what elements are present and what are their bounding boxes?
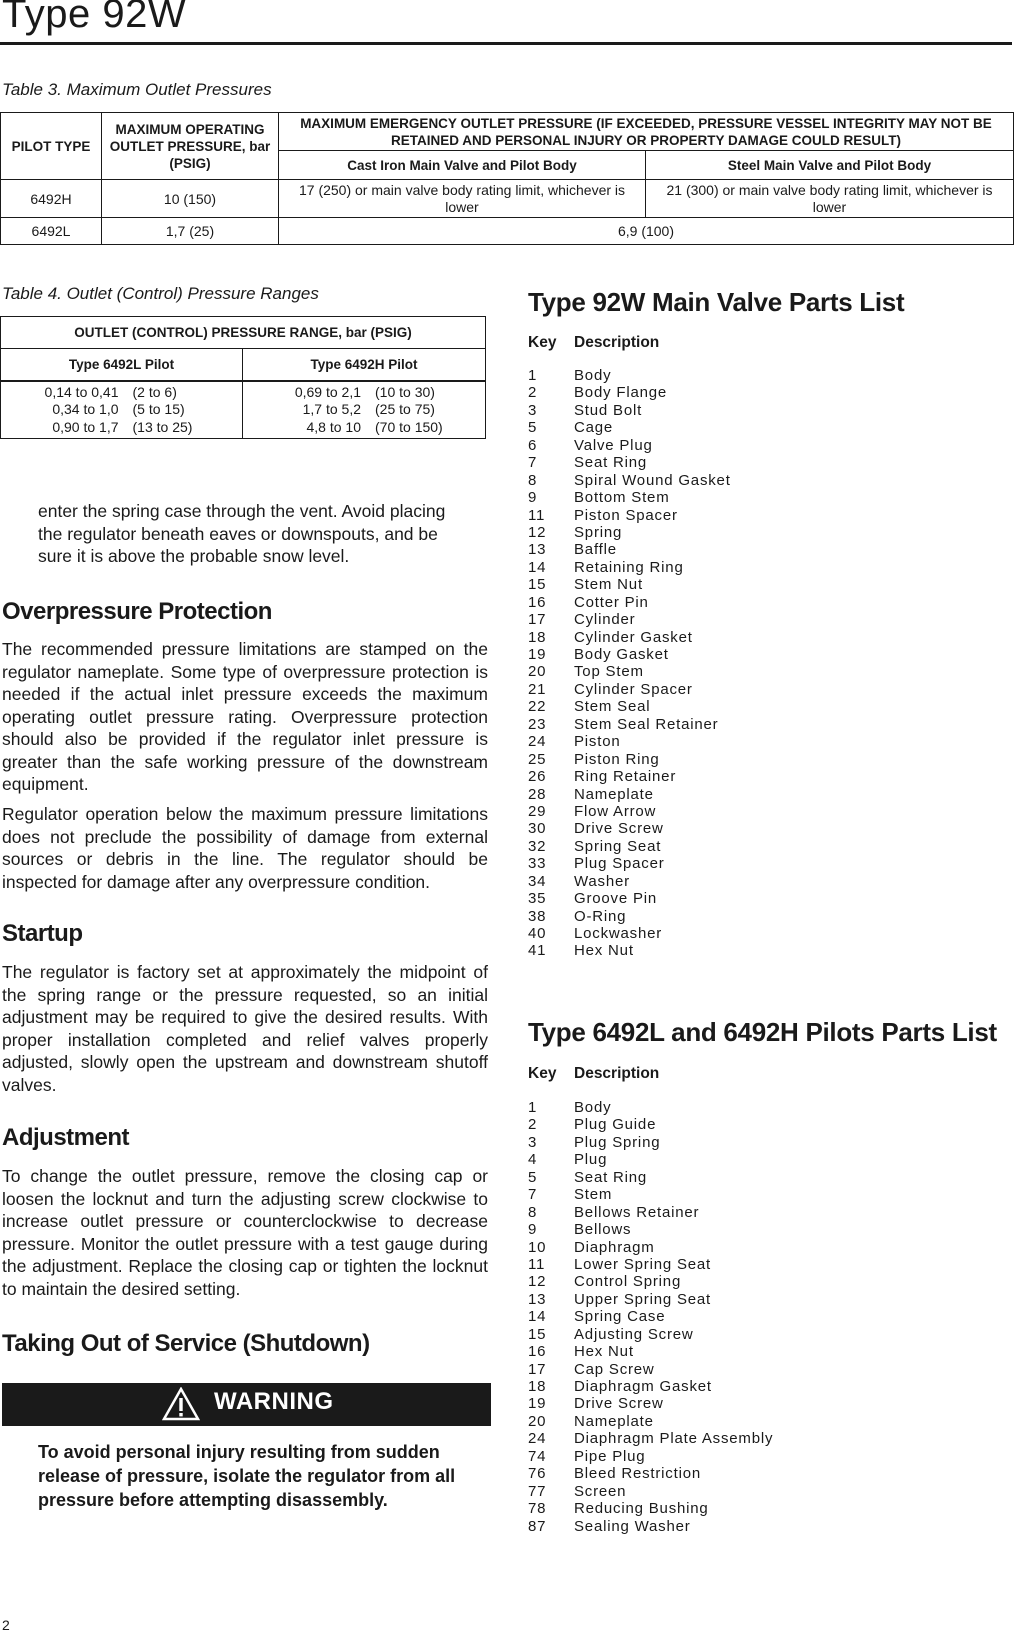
range-psig: (13 to 25) [132, 418, 193, 435]
part-key: 5 [528, 1168, 538, 1186]
part-description: Piston [574, 733, 621, 751]
list-item [528, 908, 731, 925]
key-column-label: Key [528, 1065, 557, 1082]
overpressure-heading: Overpressure Protection [2, 598, 272, 625]
table4-col-l: Type 6492L Pilot [1, 349, 243, 381]
part-description: Upper Spring Seat [574, 1290, 712, 1308]
list-item [528, 716, 731, 733]
part-key: 32 [528, 837, 547, 855]
list-item [528, 646, 731, 663]
list-item [528, 803, 731, 820]
part-description: Control Spring [574, 1273, 682, 1291]
part-description: Plug Spring [574, 1133, 661, 1151]
part-description: Stud Bolt [574, 401, 643, 419]
pilot-parts-heading: Type 6492L and 6492H Pilots Parts List [528, 1017, 997, 1047]
list-item [528, 1430, 773, 1447]
list-item [528, 419, 731, 436]
startup-paragraph: The regulator is factory set at approximately the midpoint of the spring range or the pressure requested, so an initial adjustment may be required to give the desired results. With proper installation completed and relief valves properly adjusted, slowly open the upstream and downstream shutoff valves. [2, 962, 488, 1095]
pilot-parts-list [528, 1099, 773, 1535]
list-item [528, 1465, 773, 1482]
part-key: 35 [528, 890, 547, 908]
pilot-parts-columns [528, 1065, 659, 1083]
overpressure-paragraph-1: The recommended pressure limitations are stamped on the regulator nameplate. Some type of overpressure protection is needed if the actual inlet pressure exceeds the maximum operating outlet pressure rating. Overpressure protection should also be provided if the regulator inlet pressure is greater than the safe working pressure of the downstream equipment. [2, 639, 488, 794]
title-rule [0, 42, 1012, 45]
part-description: Piston Ring [574, 750, 660, 768]
part-key: 25 [528, 750, 547, 768]
list-item [528, 1483, 773, 1500]
part-description: Hex Nut [574, 1343, 634, 1361]
part-key: 8 [528, 1203, 538, 1221]
part-description: Body Flange [574, 384, 668, 402]
page-number: 2 [2, 1617, 10, 1633]
shutdown-heading: Taking Out of Service (Shutdown) [2, 1330, 370, 1357]
part-key: 24 [528, 1430, 547, 1448]
part-key: 2 [528, 1116, 538, 1134]
list-item [528, 524, 731, 541]
table3-cell: 21 (300) or main valve body rating limit, whichever is lower [646, 180, 1014, 218]
table4-header: OUTLET (CONTROL) PRESSURE RANGE, bar (PSIG) [1, 317, 486, 349]
part-key: 15 [528, 576, 547, 594]
part-description: Top Stem [574, 663, 644, 681]
list-item [528, 1308, 773, 1325]
table-row [1, 381, 486, 439]
list-item [528, 1326, 773, 1343]
list-item [528, 1378, 773, 1395]
description-column-label: Description [574, 334, 660, 351]
part-key: 29 [528, 802, 547, 820]
part-key: 19 [528, 1395, 547, 1413]
list-item [528, 1395, 773, 1412]
part-description: Body Gasket [574, 646, 669, 663]
part-key: 74 [528, 1447, 547, 1465]
list-item [528, 838, 731, 855]
list-item [528, 751, 731, 768]
part-description: Retaining Ring [574, 558, 684, 576]
list-item [528, 820, 731, 837]
range-psig: (5 to 15) [132, 401, 185, 417]
list-item [528, 786, 731, 803]
part-key: 8 [528, 471, 538, 489]
list-item [528, 925, 731, 942]
part-key: 22 [528, 698, 547, 716]
range-psig: (70 to 150) [375, 418, 443, 435]
list-item [528, 1413, 773, 1430]
warning-banner [2, 1383, 491, 1426]
table3-cell: 6,9 (100) [279, 218, 1014, 245]
description-column-label: Description [574, 1065, 660, 1082]
table3-header-pilot: PILOT TYPE [1, 113, 102, 180]
part-description: Hex Nut [574, 942, 634, 960]
part-description: Nameplate [574, 785, 654, 803]
list-item [528, 1169, 773, 1186]
page-title: Type 92W [2, 0, 187, 36]
part-key: 7 [528, 454, 538, 472]
part-key: 16 [528, 593, 547, 611]
table3 [0, 112, 1014, 245]
range-bar: 0,69 to 2,1 [294, 383, 361, 400]
part-key: 12 [528, 1273, 547, 1291]
key-column-label: Key [528, 334, 557, 351]
part-description: Plug Guide [574, 1116, 657, 1134]
part-key: 24 [528, 733, 547, 751]
part-key: 21 [528, 680, 547, 698]
table3-cell: 6492H [1, 180, 102, 218]
continued-paragraph: enter the spring case through the vent. Avoid placing the regulator beneath eaves or downspouts, and be sure it is above the probable snow level. [38, 501, 446, 566]
list-item [528, 1134, 773, 1151]
list-item [528, 1273, 773, 1290]
list-item [528, 576, 731, 593]
range-bar: 0,90 to 1,7 [52, 418, 119, 435]
table-row [1, 218, 1014, 245]
list-item [528, 437, 731, 454]
part-key: 26 [528, 768, 547, 786]
list-item [528, 454, 731, 471]
table-row [1, 180, 1014, 218]
part-description: Seat Ring [574, 1168, 648, 1186]
list-item [528, 489, 731, 506]
table3-header-cast-iron: Cast Iron Main Valve and Pilot Body [279, 151, 646, 180]
part-description: Pipe Plug [574, 1447, 646, 1465]
list-item [528, 1116, 773, 1133]
part-description: Spring Seat [574, 837, 662, 855]
part-description: Cap Screw [574, 1360, 655, 1378]
range-psig: (10 to 30) [375, 383, 435, 400]
list-item [528, 1500, 773, 1517]
list-item [528, 942, 731, 959]
list-item [528, 768, 731, 785]
part-description: Flow Arrow [574, 802, 657, 820]
list-item [528, 698, 731, 715]
part-key: 28 [528, 785, 547, 803]
part-key: 6 [528, 436, 538, 454]
part-description: Nameplate [574, 1412, 654, 1430]
part-key: 77 [528, 1482, 547, 1500]
list-item [528, 1099, 773, 1116]
main-valve-parts-heading: Type 92W Main Valve Parts List [528, 287, 905, 317]
part-key: 38 [528, 907, 547, 925]
list-item [528, 1291, 773, 1308]
list-item [528, 629, 731, 646]
part-description: Screen [574, 1482, 627, 1500]
part-description: Bleed Restriction [574, 1465, 701, 1483]
list-item [528, 507, 731, 524]
part-description: Sealing Washer [574, 1517, 691, 1535]
part-key: 11 [528, 1255, 546, 1273]
adjustment-heading: Adjustment [2, 1124, 129, 1151]
list-item [528, 611, 731, 628]
part-description: Piston Spacer [574, 506, 678, 524]
part-description: Ring Retainer [574, 768, 677, 786]
table3-header-emergency: MAXIMUM EMERGENCY OUTLET PRESSURE (IF EXCEEDED, PRESSURE VESSEL INTEGRITY MAY NOT BE RETAINED AND PERSONAL INJURY OR PROPERTY DAMAGE COULD RESULT) [279, 113, 1014, 151]
list-item [528, 1361, 773, 1378]
part-description: Cylinder Spacer [574, 680, 693, 698]
part-description: Spiral Wound Gasket [574, 471, 731, 489]
range-list-h [273, 384, 455, 437]
part-description: Plug Spacer [574, 855, 665, 873]
part-description: Seat Ring [574, 454, 648, 472]
part-key: 14 [528, 558, 547, 576]
list-item [528, 594, 731, 611]
table4-col-h: Type 6492H Pilot [243, 349, 486, 381]
part-description: Bottom Stem [574, 489, 670, 507]
part-key: 15 [528, 1325, 547, 1343]
part-description: Cotter Pin [574, 593, 649, 611]
range-bar: 4,8 to 10 [306, 418, 361, 435]
part-key: 7 [528, 1186, 538, 1204]
part-key: 18 [528, 1378, 547, 1395]
part-key: 1 [528, 367, 538, 384]
part-description: Stem [574, 1186, 613, 1204]
part-key: 11 [528, 506, 546, 524]
part-description: Adjusting Screw [574, 1325, 694, 1343]
part-description: Spring [574, 523, 623, 541]
part-key: 78 [528, 1500, 547, 1518]
table3-caption: Table 3. Maximum Outlet Pressures [2, 80, 272, 99]
table4 [0, 316, 486, 439]
part-key: 3 [528, 401, 538, 419]
part-key: 1 [528, 1099, 538, 1116]
part-description: Stem Seal Retainer [574, 715, 719, 733]
main-valve-parts-columns [528, 334, 659, 352]
part-description: Cylinder [574, 611, 636, 629]
list-item [528, 681, 731, 698]
table3-cell: 1,7 (25) [102, 218, 279, 245]
list-item [528, 855, 731, 872]
part-key: 9 [528, 1221, 538, 1239]
part-key: 4 [528, 1151, 538, 1169]
list-item [528, 367, 731, 384]
overpressure-paragraph-2: Regulator operation below the maximum pressure limitations does not preclude the possibility of damage from external sources or debris in the line. The regulator should be inspected for damage after any overpressure condition. [2, 804, 488, 892]
range-list-l [31, 384, 213, 437]
list-item [528, 402, 731, 419]
list-item [528, 873, 731, 890]
list-item [528, 559, 731, 576]
part-description: Groove Pin [574, 890, 658, 908]
part-description: Bellows Retainer [574, 1203, 700, 1221]
part-description: Cylinder Gasket [574, 628, 693, 646]
part-key: 30 [528, 820, 547, 838]
part-key: 14 [528, 1308, 547, 1326]
part-description: Plug [574, 1151, 608, 1169]
part-description: Body [574, 367, 612, 384]
list-item [528, 1448, 773, 1465]
part-key: 18 [528, 628, 547, 646]
part-description: Spring Case [574, 1308, 666, 1326]
table3-cell: 17 (250) or main valve body rating limit, whichever is lower [279, 180, 646, 218]
list-item [528, 1256, 773, 1273]
part-key: 87 [528, 1517, 547, 1535]
part-description: Drive Screw [574, 1395, 664, 1413]
table3-header-steel: Steel Main Valve and Pilot Body [646, 151, 1014, 180]
table3-header-max-op: MAXIMUM OPERATING OUTLET PRESSURE, bar (PSIG) [102, 113, 279, 180]
part-key: 19 [528, 646, 547, 663]
startup-heading: Startup [2, 920, 83, 947]
part-description: Diaphragm Gasket [574, 1378, 712, 1395]
list-item [528, 384, 731, 401]
list-item [528, 1204, 773, 1221]
part-key: 3 [528, 1133, 538, 1151]
part-key: 33 [528, 855, 547, 873]
part-description: Valve Plug [574, 436, 653, 454]
table4-caption: Table 4. Outlet (Control) Pressure Ranges [2, 284, 319, 303]
warning-triangle-icon [162, 1387, 200, 1421]
part-key: 20 [528, 663, 547, 681]
part-key: 9 [528, 489, 538, 507]
part-description: Body [574, 1099, 612, 1116]
part-description: Stem Seal [574, 698, 651, 716]
list-item [528, 733, 731, 750]
part-description: Stem Nut [574, 576, 643, 594]
part-key: 17 [528, 611, 547, 629]
part-key: 76 [528, 1465, 547, 1483]
part-key: 40 [528, 925, 547, 942]
table3-cell: 10 (150) [102, 180, 279, 218]
part-key: 23 [528, 715, 547, 733]
part-description: Washer [574, 872, 630, 890]
part-description: Lockwasher [574, 925, 663, 942]
range-bar: 1,7 to 5,2 [302, 401, 361, 417]
part-key: 16 [528, 1343, 547, 1361]
warning-text: To avoid personal injury resulting from sudden release of pressure, isolate the regulator from all pressure before attempting disassembly. [38, 1442, 456, 1510]
list-item [528, 663, 731, 680]
list-item [528, 1151, 773, 1168]
part-key: 20 [528, 1412, 547, 1430]
part-key: 12 [528, 523, 547, 541]
list-item [528, 1343, 773, 1360]
part-key: 13 [528, 541, 547, 559]
adjustment-paragraph: To change the outlet pressure, remove the closing cap or loosen the locknut and turn the adjusting screw clockwise to increase outlet pressure or counterclockwise to decrease pressure. Monitor the outlet pressure with a test gauge during the adjustment. Replace the closing cap or tighten the locknut to maintain the desired setting. [2, 1166, 488, 1299]
part-description: O-Ring [574, 907, 627, 925]
list-item [528, 1518, 773, 1535]
range-psig: (25 to 75) [375, 401, 435, 417]
range-bar: 0,34 to 1,0 [52, 401, 119, 417]
list-item [528, 890, 731, 907]
table3-cell: 6492L [1, 218, 102, 245]
part-key: 2 [528, 384, 538, 402]
part-description: Diaphragm [574, 1238, 655, 1256]
part-key: 10 [528, 1238, 547, 1256]
list-item [528, 1239, 773, 1256]
range-psig: (2 to 6) [132, 383, 177, 400]
part-description: Cage [574, 419, 614, 437]
part-key: 34 [528, 872, 547, 890]
list-item [528, 1221, 773, 1238]
range-bar: 0,14 to 0,41 [44, 383, 119, 400]
part-key: 17 [528, 1360, 547, 1378]
list-item [528, 541, 731, 558]
list-item [528, 1186, 773, 1203]
list-item [528, 472, 731, 489]
warning-label: WARNING [214, 1388, 334, 1415]
part-key: 5 [528, 419, 538, 437]
part-description: Reducing Bushing [574, 1500, 709, 1518]
part-key: 13 [528, 1290, 547, 1308]
part-description: Baffle [574, 541, 617, 559]
main-valve-parts-list [528, 367, 731, 960]
part-description: Bellows [574, 1221, 632, 1239]
part-description: Lower Spring Seat [574, 1255, 712, 1273]
part-description: Drive Screw [574, 820, 664, 838]
part-key: 41 [528, 942, 547, 960]
part-description: Diaphragm Plate Assembly [574, 1430, 774, 1448]
